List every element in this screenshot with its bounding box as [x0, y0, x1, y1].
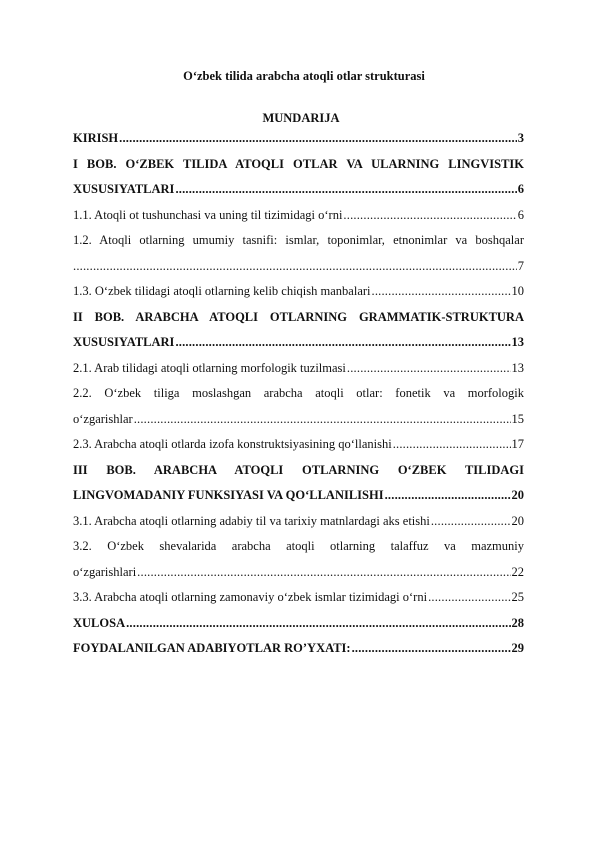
table-of-contents	[73, 126, 524, 662]
toc-entry-label-continued: XUSUSIYATLARI	[73, 182, 175, 196]
toc-entry-section-2-2[interactable]	[73, 381, 524, 432]
toc-entry-section-2-1[interactable]	[73, 356, 524, 382]
toc-entry-label: II BOB. ARABCHA ATOQLI OTLARNING GRAMMATIK-STRUKTURA	[73, 309, 524, 324]
toc-entry-label: KIRISH	[73, 131, 119, 145]
toc-page-number: 3	[517, 131, 524, 145]
toc-dot-leader	[347, 356, 511, 382]
toc-entry-label: 3.2. O‘zbek shevalarida arabcha atoqli otlarning talaffuz va mazmuniy	[73, 539, 524, 553]
toc-dot-leader	[175, 177, 516, 203]
toc-entry-kirish[interactable]	[73, 126, 524, 152]
toc-page-number: 15	[511, 411, 524, 426]
toc-page-number: 10	[511, 284, 524, 298]
toc-page-number: 13	[511, 360, 524, 375]
toc-entry-section-1-3[interactable]	[73, 279, 524, 305]
toc-page-number: 7	[517, 258, 524, 273]
toc-entry-section-3-2[interactable]	[73, 534, 524, 585]
toc-entry-label: 2.3. Arabcha atoqli otlarda izofa konstruktsiyasining qo‘llanishi	[73, 437, 392, 451]
toc-dot-leader	[352, 636, 511, 662]
toc-entry-label: FOYDALANILGAN ADABIYOTLAR RO’YXATI:	[73, 641, 351, 655]
toc-entry-label: 1.2. Atoqli otlarning umumiy tasnifi: ismlar, toponimlar, etnonimlar va boshqalar	[73, 233, 524, 247]
toc-dot-leader	[73, 254, 517, 280]
toc-entry-section-3-3[interactable]	[73, 585, 524, 611]
toc-entry-section-2-3[interactable]	[73, 432, 524, 458]
toc-page-number: 17	[511, 437, 524, 451]
toc-dot-leader	[119, 126, 517, 152]
toc-entry-section-3-1[interactable]	[73, 509, 524, 535]
toc-entry-section-1-2[interactable]	[73, 228, 524, 279]
document-title: O‘zbek tilida arabcha atoqli otlar strukturasi	[183, 69, 425, 83]
toc-dot-leader	[343, 203, 516, 229]
toc-entry-chapter-1[interactable]	[73, 152, 524, 203]
toc-page-number: 13	[511, 335, 524, 349]
toc-entry-label-continued: o‘zgarishlar	[73, 411, 133, 426]
toc-page-number: 20	[511, 488, 524, 502]
toc-entry-label: 1.1. Atoqli ot tushunchasi va uning til tizimidagi o‘rni	[73, 207, 343, 222]
toc-entry-chapter-3[interactable]	[73, 458, 524, 509]
toc-entry-chapter-2[interactable]	[73, 305, 524, 356]
toc-dot-leader	[428, 585, 510, 611]
toc-entry-xulosa[interactable]	[73, 611, 524, 637]
toc-entry-label-continued: XUSUSIYATLARI	[73, 335, 175, 349]
toc-page-number: 22	[511, 564, 524, 579]
toc-dot-leader	[431, 509, 511, 535]
toc-dot-leader	[175, 330, 510, 356]
toc-page-number: 6	[517, 207, 524, 222]
toc-page-number: 20	[511, 513, 524, 528]
toc-entry-section-1-1[interactable]	[73, 203, 524, 229]
toc-page-number: 25	[511, 590, 524, 604]
toc-dot-leader	[385, 483, 511, 509]
toc-page-number: 29	[511, 641, 524, 655]
toc-entry-label: 1.3. O‘zbek tilidagi atoqli otlarning kelib chiqish manbalari	[73, 284, 371, 298]
toc-heading: MUNDARIJA	[262, 111, 340, 125]
toc-entry-label: 3.1. Arabcha atoqli otlarning adabiy til va tarixiy matnlardagi aks etishi	[73, 513, 430, 528]
toc-page-number: 6	[517, 182, 524, 196]
toc-entry-bibliography[interactable]	[73, 636, 524, 662]
toc-entry-label-continued: o‘zgarishlari	[73, 564, 137, 579]
toc-entry-label: 3.3. Arabcha atoqli otlarning zamonaviy o‘zbek ismlar tizimidagi o‘rni	[73, 590, 428, 604]
toc-entry-label: I BOB. O‘ZBEK TILIDA ATOQLI OTLAR VA ULARNING LINGVISTIK	[73, 156, 524, 171]
toc-dot-leader	[134, 407, 511, 433]
toc-dot-leader	[126, 611, 510, 637]
toc-page-number: 28	[511, 615, 524, 630]
toc-dot-leader	[393, 432, 511, 458]
toc-entry-label: III BOB. ARABCHA ATOQLI OTLARNING O‘ZBEK TILIDAGI	[73, 462, 524, 477]
toc-dot-leader	[137, 560, 510, 586]
toc-entry-label: 2.2. O‘zbek tiliga moslashgan arabcha atoqli otlar: fonetik va morfologik	[73, 386, 524, 400]
toc-dot-leader	[372, 279, 511, 305]
toc-entry-label-continued: LINGVOMADANIY FUNKSIYASI VA QO‘LLANILISHI	[73, 488, 384, 502]
toc-entry-label: 2.1. Arab tilidagi atoqli otlarning morfologik tuzilmasi	[73, 360, 346, 375]
toc-entry-label: XULOSA	[73, 615, 126, 630]
